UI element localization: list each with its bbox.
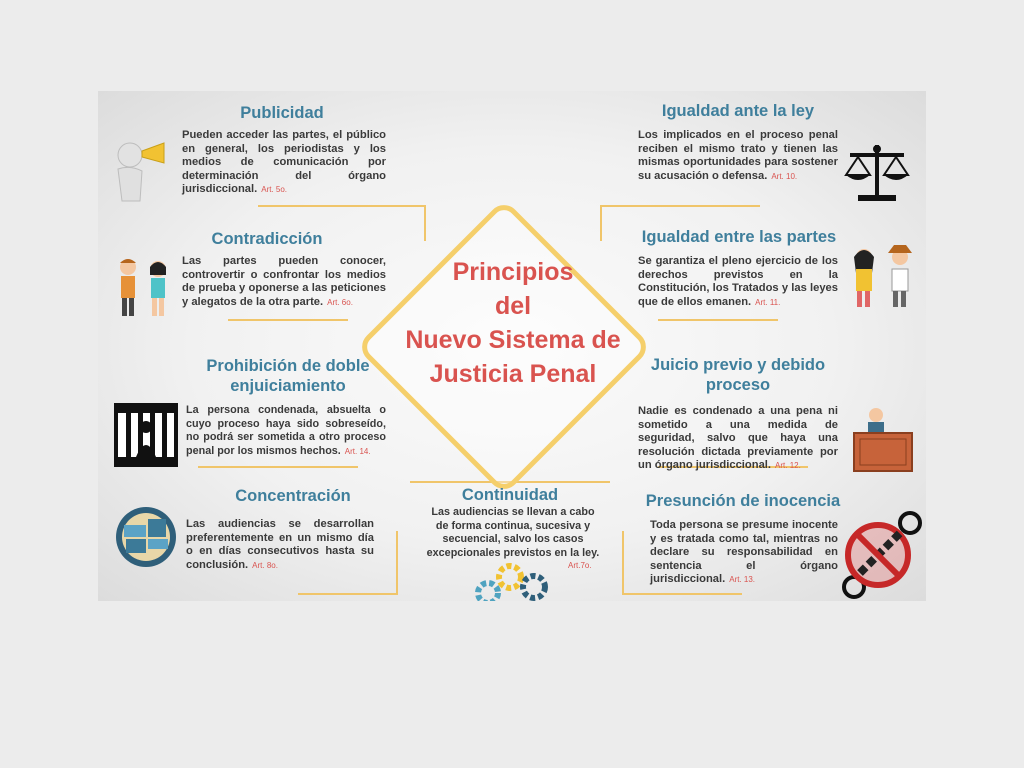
juicio-previo-title-line: Juicio previo y debido [650,356,826,374]
connector-line [258,205,426,207]
contradiccion-text [182,255,386,309]
center-title [348,255,678,391]
continuidad-text [424,506,602,560]
arguing-kids-icon [114,255,174,321]
article-ref: Art.7o. [568,561,592,570]
prohibicion-title [188,356,388,396]
article-ref: Art. 10. [771,171,798,181]
connector-line [298,593,398,595]
concentracion-description: Las audiencias se desarrollan preferentemente en un mismo día o en días consecutivos hasta su conclusión. [186,518,374,571]
connector-line [198,466,358,468]
contradiccion-description: Las partes pueden conocer, controvertir o confrontar los medios de prueba y oponerse a las peticiones y alegatos de la otra parte. [182,255,386,308]
contradiccion-title: Contradicción [211,230,323,248]
igualdad-ley-text [638,129,838,183]
circle-chart-icon [114,505,178,569]
article-ref: Art. 12. [775,461,801,471]
article-ref: Art. 5o. [261,185,288,195]
continuidad-title: Continuidad [461,486,559,504]
igualdad-partes-title: Igualdad entre las partes [641,228,837,246]
scales-icon [844,141,910,203]
connector-line [622,531,624,593]
juicio-previo-title [638,355,838,395]
center-title-line: Justicia Penal [429,360,597,388]
presuncion-text [650,519,838,587]
igualdad-ley-description: Los implicados en el proceso penal reciben el mismo trato y tienen las mismas oportunidades para sostener su acusación o defensa. [638,129,838,182]
connector-line [396,531,398,593]
jail-bars-icon [114,403,178,467]
publicidad-text [182,129,386,197]
presuncion-title: Presunción de inocencia [645,492,841,510]
prohibicion-description: La persona condenada, absuelta o cuyo proceso haya sido sobreseído, no podrá ser sometida a otro proceso penal por los mismos hechos. [186,404,386,457]
connector-line [600,205,760,207]
concentracion-title: Concentración [235,487,351,505]
connector-line [228,319,348,321]
juicio-previo-description: Nadie es condenado a una pena ni sometido a una medida de seguridad, salvo que haya una resolución dictada previamente por un órgano jurisdiccional. [638,405,838,472]
prohibicion-title-line: enjuiciamiento [230,377,346,395]
publicidad-description: Pueden acceder las partes, el público en general, los periodistas y los medios de comunicación por determinación del órgano jurisdiccional. [182,129,386,196]
presuncion-description: Toda persona se presume inocente y es tratada como tal, mientras no declare su responsabilidad en sentencia el órgano jurisdiccional. [650,519,838,586]
publicidad-title: Publicidad [240,104,324,122]
connector-line [622,593,742,595]
judge-desk-icon [850,405,914,473]
infographic-poster [98,91,926,601]
no-handcuffs-icon [840,511,924,601]
center-title-line: Nuevo Sistema de [405,326,621,354]
igualdad-ley-title: Igualdad ante la ley [661,102,815,120]
igualdad-partes-description: Se garantiza el pleno ejercicio de los derechos previstos en la Constitución, los Tratados y las leyes que de ellos emanen. [638,255,838,308]
continuidad-description: Las audiencias se llevan a cabo de forma continua, sucesiva y secuencial, salvo los casos excepcionales previstos en la ley. [426,506,600,559]
gears-icon [472,561,552,601]
article-ref: Art. 13. [729,575,756,585]
prohibicion-title-line: Prohibición de doble [206,357,370,375]
center-title-line: Principios [452,258,574,286]
igualdad-partes-text [638,255,838,309]
article-ref: Art. 11. [755,297,781,307]
article-ref: Art. 6o. [327,297,353,307]
center-title-line: del [494,292,532,320]
juicio-previo-title-line: proceso [705,376,771,394]
connector-line [600,205,602,241]
concentracion-text [186,518,374,572]
connector-line [424,205,426,241]
juicio-previo-text [638,405,838,473]
two-people-icon [848,245,918,309]
prohibicion-text [186,404,386,458]
article-ref: Art. 14. [344,446,371,456]
megaphone-person-icon [108,139,172,205]
article-ref: Art. 8o. [252,560,278,570]
